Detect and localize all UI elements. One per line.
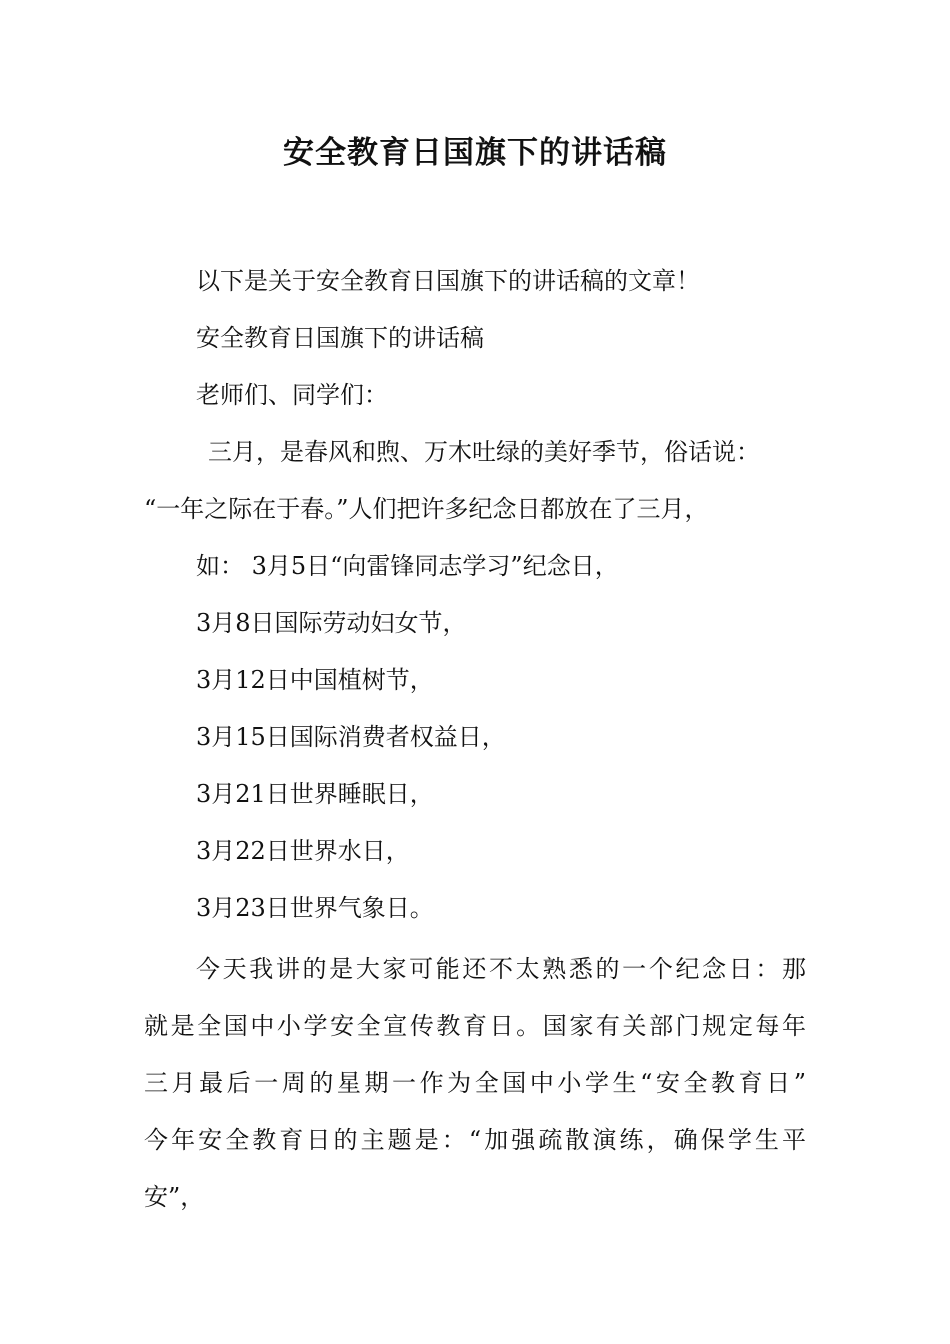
- paragraph-line: 三月，是春风和煦、万木吐绿的美好季节，俗话说：: [208, 438, 760, 466]
- paragraph-line: 3月12日中国植树节，: [196, 666, 434, 694]
- paragraph-line: 3月23日世界气象日。: [196, 894, 434, 922]
- paragraph-line: 3月8日国际劳动妇女节，: [196, 609, 467, 637]
- paragraph-line: 今天我讲的是大家可能还不太熟悉的一个纪念日：那: [196, 955, 806, 983]
- paragraph-line: 以下是关于安全教育日国旗下的讲话稿的文章！: [196, 267, 700, 295]
- paragraph-line: 3月22日世界水日，: [196, 837, 410, 865]
- paragraph-line: 三月最后一周的星期一作为全国中小学生“安全教育日”: [144, 1069, 806, 1097]
- paragraph-line: 安”，: [144, 1183, 205, 1211]
- paragraph-line: 就是全国中小学安全宣传教育日。国家有关部门规定每年: [144, 1012, 806, 1040]
- paragraph-line: 安全教育日国旗下的讲话稿: [196, 324, 484, 352]
- paragraph-line: “一年之际在于春。”人们把许多纪念日都放在了三月，: [144, 495, 709, 523]
- paragraph-line: 老师们、同学们：: [196, 381, 388, 409]
- document-title: 安全教育日国旗下的讲话稿: [283, 135, 667, 171]
- paragraph-line: 3月21日世界睡眠日，: [196, 780, 434, 808]
- paragraph-line: 今年安全教育日的主题是：“加强疏散演练，确保学生平: [144, 1126, 806, 1154]
- paragraph-line: 3月15日国际消费者权益日，: [196, 723, 506, 751]
- paragraph-line: 如： 3月5日“向雷锋同志学习”纪念日，: [196, 552, 619, 580]
